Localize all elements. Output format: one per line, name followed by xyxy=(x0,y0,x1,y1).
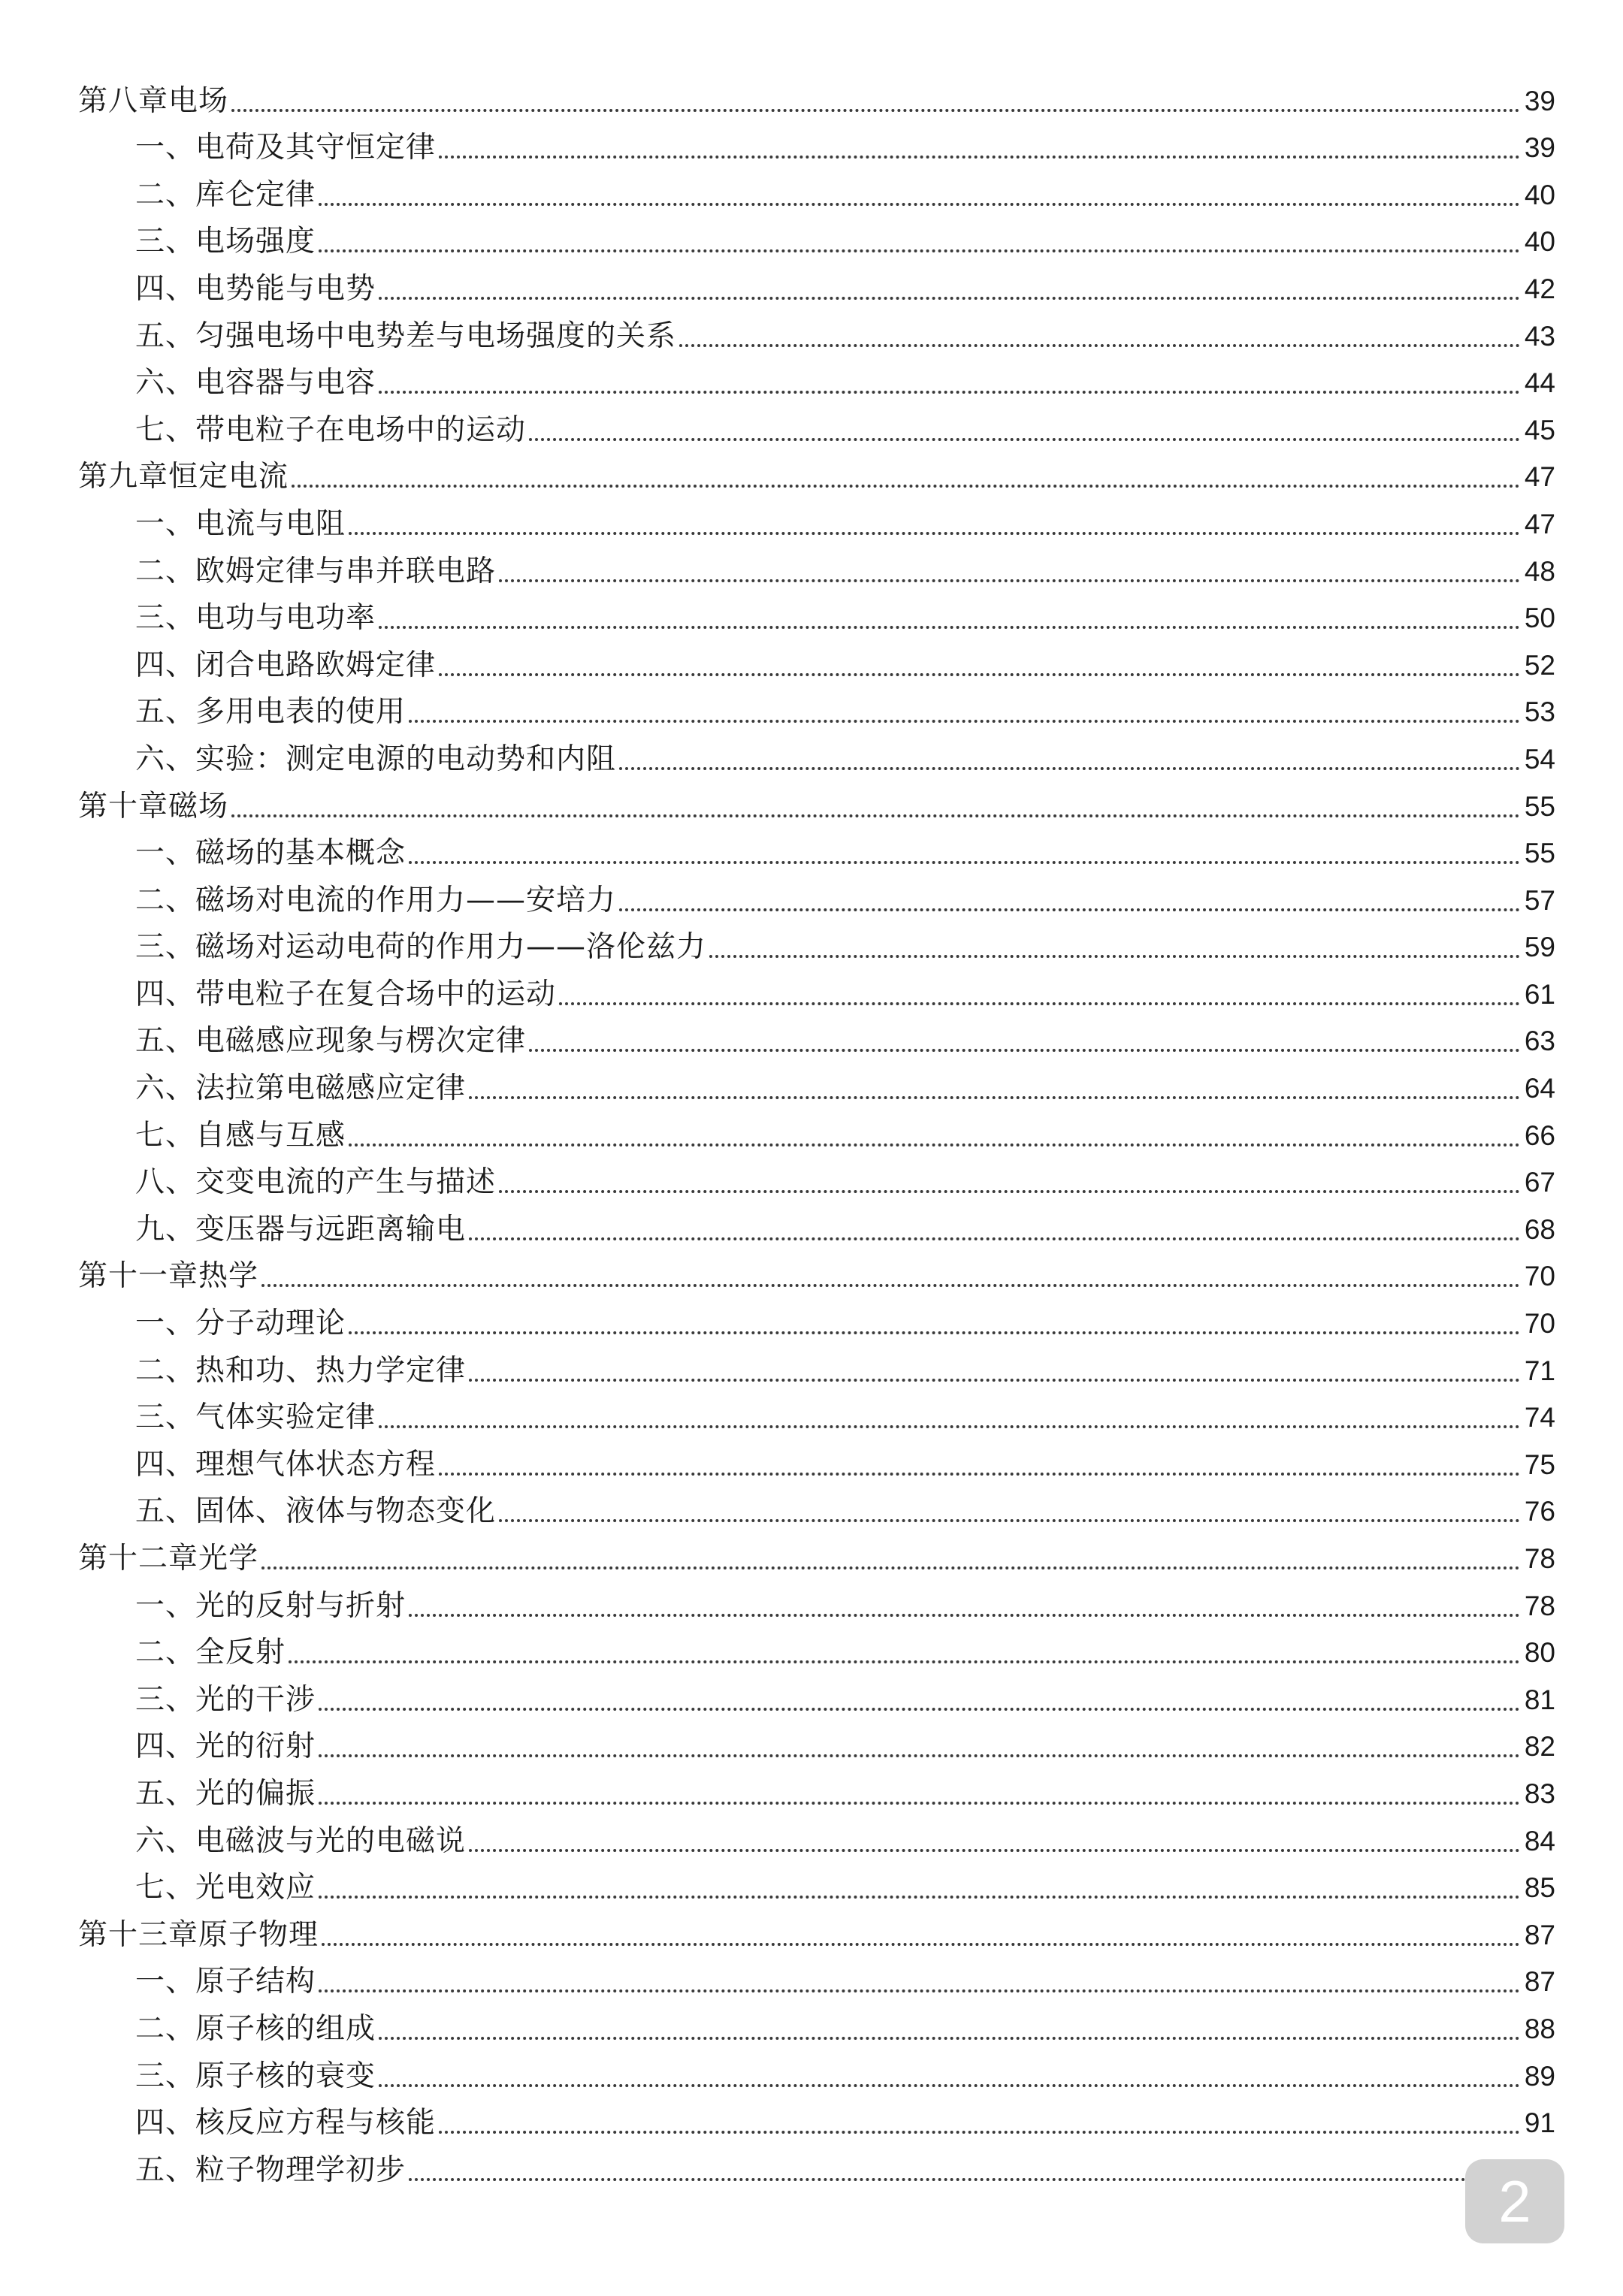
toc-section-entry[interactable] xyxy=(78,1065,1555,1112)
toc-section-entry[interactable] xyxy=(78,642,1555,689)
toc-section-entry[interactable] xyxy=(78,830,1555,878)
toc-entry-title: 二、原子核的组成 xyxy=(135,2011,376,2046)
toc-entry-title: 五、多用电表的使用 xyxy=(135,695,407,730)
toc-entry-title: 三、气体实验定律 xyxy=(135,1400,376,1435)
toc-section-entry[interactable] xyxy=(78,1018,1555,1065)
toc-entry-page-number: 66 xyxy=(1524,1119,1555,1151)
toc-chapter-entry[interactable] xyxy=(78,783,1555,830)
toc-entry-title: 一、电流与电阻 xyxy=(135,506,346,541)
toc-section-entry[interactable] xyxy=(78,2146,1555,2194)
toc-dot-leader xyxy=(469,1237,1520,1240)
toc-entry-title: 八、交变电流的产生与描述 xyxy=(135,1165,497,1200)
toc-section-entry[interactable] xyxy=(78,1770,1555,1817)
toc-dot-leader xyxy=(529,438,1520,441)
toc-entry-title: 一、光的反射与折射 xyxy=(135,1588,407,1623)
toc-section-entry[interactable] xyxy=(78,877,1555,924)
toc-entry-page-number: 70 xyxy=(1524,1308,1555,1340)
toc-entry-title: 一、分子动理论 xyxy=(135,1307,346,1341)
toc-dot-leader xyxy=(349,1331,1520,1334)
toc-entry-page-number: 50 xyxy=(1524,603,1555,634)
toc-entry-page-number: 47 xyxy=(1524,508,1555,539)
toc-entry-page-number: 39 xyxy=(1524,132,1555,164)
toc-entry-page-number: 82 xyxy=(1524,1731,1555,1763)
toc-section-entry[interactable] xyxy=(78,1676,1555,1724)
toc-entry-page-number: 52 xyxy=(1524,649,1555,681)
toc-section-entry[interactable] xyxy=(78,1959,1555,2006)
toc-chapter-entry[interactable] xyxy=(78,1253,1555,1301)
toc-entry-page-number: 45 xyxy=(1524,414,1555,446)
toc-entry-title: 四、闭合电路欧姆定律 xyxy=(135,648,437,682)
toc-entry-title: 五、匀强电场中电势差与电场强度的关系 xyxy=(135,319,677,353)
toc-dot-leader xyxy=(709,955,1520,958)
toc-dot-leader xyxy=(319,249,1520,252)
toc-entry-page-number: 88 xyxy=(1524,2013,1555,2044)
toc-entry-title: 六、电磁波与光的电磁说 xyxy=(135,1823,467,1858)
toc-entry-page-number: 48 xyxy=(1524,555,1555,587)
toc-section-entry[interactable] xyxy=(78,171,1555,219)
toc-entry-title: 四、电势能与电势 xyxy=(135,271,376,306)
toc-entry-title: 二、磁场对电流的作用力——安培力 xyxy=(135,883,617,917)
toc-entry-page-number: 81 xyxy=(1524,1684,1555,1715)
toc-chapter-entry[interactable] xyxy=(78,1911,1555,1959)
toc-entry-title: 第十章磁场 xyxy=(78,789,229,823)
toc-section-entry[interactable] xyxy=(78,1630,1555,1677)
toc-dot-leader xyxy=(319,1896,1520,1899)
toc-entry-page-number: 40 xyxy=(1524,226,1555,258)
toc-entry-page-number: 80 xyxy=(1524,1637,1555,1669)
toc-entry-page-number: 39 xyxy=(1524,85,1555,116)
toc-dot-leader xyxy=(409,2178,1520,2181)
toc-dot-leader xyxy=(439,673,1520,676)
table-of-contents xyxy=(78,77,1555,2194)
toc-entry-page-number: 78 xyxy=(1524,1543,1555,1574)
toc-entry-title: 二、全反射 xyxy=(135,1636,286,1670)
toc-entry-page-number: 47 xyxy=(1524,461,1555,493)
toc-dot-leader xyxy=(469,1849,1520,1852)
toc-section-entry[interactable] xyxy=(78,1582,1555,1630)
toc-dot-leader xyxy=(499,1190,1520,1193)
toc-entry-page-number: 63 xyxy=(1524,1026,1555,1057)
toc-section-entry[interactable] xyxy=(78,313,1555,360)
toc-entry-page-number: 68 xyxy=(1524,1213,1555,1245)
toc-dot-leader xyxy=(409,720,1520,723)
toc-entry-title: 五、电磁感应现象与楞次定律 xyxy=(135,1024,527,1059)
toc-dot-leader xyxy=(319,1802,1520,1805)
toc-section-entry[interactable] xyxy=(78,924,1555,971)
toc-entry-title: 三、电场强度 xyxy=(135,225,316,259)
toc-entry-page-number: 53 xyxy=(1524,696,1555,728)
toc-dot-leader xyxy=(349,532,1520,535)
toc-section-entry[interactable] xyxy=(78,548,1555,595)
toc-section-entry[interactable] xyxy=(78,500,1555,548)
toc-section-entry[interactable] xyxy=(78,1817,1555,1865)
toc-dot-leader xyxy=(319,203,1520,206)
toc-entry-page-number: 87 xyxy=(1524,1966,1555,1998)
toc-entry-page-number: 59 xyxy=(1524,932,1555,963)
toc-entry-title: 七、光电效应 xyxy=(135,1871,316,1905)
toc-dot-leader xyxy=(322,1943,1520,1946)
toc-section-entry[interactable] xyxy=(78,971,1555,1018)
toc-entry-page-number: 43 xyxy=(1524,320,1555,352)
toc-chapter-entry[interactable] xyxy=(78,454,1555,501)
toc-section-entry[interactable] xyxy=(78,1394,1555,1442)
toc-dot-leader xyxy=(231,109,1520,112)
toc-entry-title: 第九章恒定电流 xyxy=(78,460,289,494)
toc-entry-page-number: 87 xyxy=(1524,1919,1555,1950)
toc-dot-leader xyxy=(319,1708,1520,1711)
toc-entry-title: 六、电容器与电容 xyxy=(135,366,376,400)
toc-section-entry[interactable] xyxy=(78,1865,1555,1912)
toc-entry-title: 一、磁场的基本概念 xyxy=(135,836,407,871)
toc-dot-leader xyxy=(439,2131,1520,2134)
toc-entry-page-number: 70 xyxy=(1524,1261,1555,1292)
toc-dot-leader xyxy=(469,1379,1520,1382)
toc-entry-title: 二、热和功、热力学定律 xyxy=(135,1353,467,1388)
toc-section-entry[interactable] xyxy=(78,1300,1555,1347)
toc-entry-page-number: 57 xyxy=(1524,884,1555,916)
toc-dot-leader xyxy=(499,1519,1520,1522)
toc-entry-title: 四、带电粒子在复合场中的运动 xyxy=(135,977,557,1011)
toc-entry-page-number: 91 xyxy=(1524,2107,1555,2139)
toc-entry-title: 第八章电场 xyxy=(78,83,229,118)
toc-dot-leader xyxy=(379,2037,1520,2040)
toc-entry-title: 四、核反应方程与核能 xyxy=(135,2106,437,2140)
page-number-badge: 2 xyxy=(1465,2159,1564,2243)
toc-dot-leader xyxy=(379,626,1520,629)
toc-entry-title: 六、实验：测定电源的电动势和内阻 xyxy=(135,742,617,776)
toc-dot-leader xyxy=(379,297,1520,300)
toc-dot-leader xyxy=(529,1049,1520,1052)
toc-entry-page-number: 67 xyxy=(1524,1167,1555,1198)
toc-section-entry[interactable] xyxy=(78,1206,1555,1253)
toc-entry-page-number: 44 xyxy=(1524,367,1555,399)
toc-dot-leader xyxy=(469,1096,1520,1099)
toc-entry-page-number: 71 xyxy=(1524,1355,1555,1386)
toc-dot-leader xyxy=(261,1284,1520,1287)
toc-dot-leader xyxy=(379,1425,1520,1428)
toc-dot-leader xyxy=(439,1473,1520,1476)
toc-dot-leader xyxy=(499,579,1520,582)
toc-section-entry[interactable] xyxy=(78,360,1555,407)
toc-section-entry[interactable] xyxy=(78,406,1555,454)
toc-entry-title: 四、光的衍射 xyxy=(135,1730,316,1764)
toc-entry-title: 一、原子结构 xyxy=(135,1965,316,1999)
toc-section-entry[interactable] xyxy=(78,2053,1555,2100)
toc-dot-leader xyxy=(619,908,1520,911)
toc-section-entry[interactable] xyxy=(78,595,1555,642)
toc-dot-leader xyxy=(439,156,1520,159)
toc-section-entry[interactable] xyxy=(78,689,1555,736)
toc-entry-page-number: 40 xyxy=(1524,179,1555,210)
toc-entry-title: 一、电荷及其守恒定律 xyxy=(135,131,437,165)
toc-dot-leader xyxy=(559,1002,1520,1005)
toc-dot-leader xyxy=(409,861,1520,864)
toc-section-entry[interactable] xyxy=(78,265,1555,313)
toc-entry-title: 三、电功与电功率 xyxy=(135,601,376,636)
toc-dot-leader xyxy=(261,1566,1520,1569)
toc-entry-title: 五、粒子物理学初步 xyxy=(135,2152,407,2187)
toc-section-entry[interactable] xyxy=(78,1724,1555,1771)
toc-entry-page-number: 85 xyxy=(1524,1872,1555,1904)
toc-entry-page-number: 61 xyxy=(1524,978,1555,1010)
toc-section-entry[interactable] xyxy=(78,736,1555,783)
toc-entry-page-number: 83 xyxy=(1524,1778,1555,1809)
toc-entry-page-number: 42 xyxy=(1524,273,1555,304)
toc-chapter-entry[interactable] xyxy=(78,77,1555,125)
toc-entry-page-number: 55 xyxy=(1524,838,1555,869)
toc-entry-title: 第十一章热学 xyxy=(78,1259,259,1294)
toc-entry-page-number: 84 xyxy=(1524,1825,1555,1856)
toc-entry-title: 九、变压器与远距离输电 xyxy=(135,1212,467,1246)
toc-entry-title: 七、带电粒子在电场中的运动 xyxy=(135,412,527,447)
toc-dot-leader xyxy=(349,1143,1520,1146)
toc-dot-leader xyxy=(231,814,1520,817)
toc-section-entry[interactable] xyxy=(78,1112,1555,1159)
toc-entry-page-number: 75 xyxy=(1524,1449,1555,1480)
toc-entry-title: 三、光的干涉 xyxy=(135,1682,316,1717)
toc-entry-title: 五、光的偏振 xyxy=(135,1776,316,1811)
toc-entry-title: 第十三章原子物理 xyxy=(78,1917,319,1952)
toc-section-entry[interactable] xyxy=(78,2005,1555,2053)
toc-section-entry[interactable] xyxy=(78,219,1555,266)
toc-entry-title: 第十二章光学 xyxy=(78,1542,259,1575)
toc-section-entry[interactable] xyxy=(78,1347,1555,1394)
toc-entry-title: 五、固体、液体与物态变化 xyxy=(135,1494,497,1529)
toc-entry-page-number: 64 xyxy=(1524,1073,1555,1104)
toc-dot-leader xyxy=(319,1754,1520,1757)
toc-entry-title: 三、原子核的衰变 xyxy=(135,2059,376,2093)
toc-dot-leader xyxy=(409,1614,1520,1617)
toc-entry-title: 三、磁场对运动电荷的作用力——洛伦兹力 xyxy=(135,930,707,965)
toc-entry-page-number: 89 xyxy=(1524,2060,1555,2092)
toc-dot-leader xyxy=(292,485,1520,488)
toc-entry-page-number: 76 xyxy=(1524,1496,1555,1527)
toc-entry-title: 七、自感与互感 xyxy=(135,1118,346,1153)
toc-dot-leader xyxy=(379,2084,1520,2087)
toc-section-entry[interactable] xyxy=(78,125,1555,172)
toc-dot-leader xyxy=(319,1989,1520,1992)
toc-section-entry[interactable] xyxy=(78,1159,1555,1207)
toc-entry-page-number: 55 xyxy=(1524,790,1555,822)
toc-entry-title: 二、欧姆定律与串并联电路 xyxy=(135,554,497,588)
toc-section-entry[interactable] xyxy=(78,1488,1555,1536)
toc-section-entry[interactable] xyxy=(78,1441,1555,1488)
toc-entry-page-number: 78 xyxy=(1524,1590,1555,1621)
toc-entry-page-number: 54 xyxy=(1524,743,1555,775)
toc-dot-leader xyxy=(679,344,1520,347)
toc-entry-title: 四、理想气体状态方程 xyxy=(135,1447,437,1482)
toc-dot-leader xyxy=(379,391,1520,394)
toc-section-entry[interactable] xyxy=(78,2100,1555,2147)
toc-entry-title: 二、库仑定律 xyxy=(135,177,316,212)
toc-entry-title: 六、法拉第电磁感应定律 xyxy=(135,1071,467,1106)
toc-entry-page-number: 74 xyxy=(1524,1402,1555,1433)
toc-chapter-entry[interactable] xyxy=(78,1535,1555,1582)
toc-dot-leader xyxy=(619,767,1520,770)
toc-dot-leader xyxy=(289,1660,1520,1663)
